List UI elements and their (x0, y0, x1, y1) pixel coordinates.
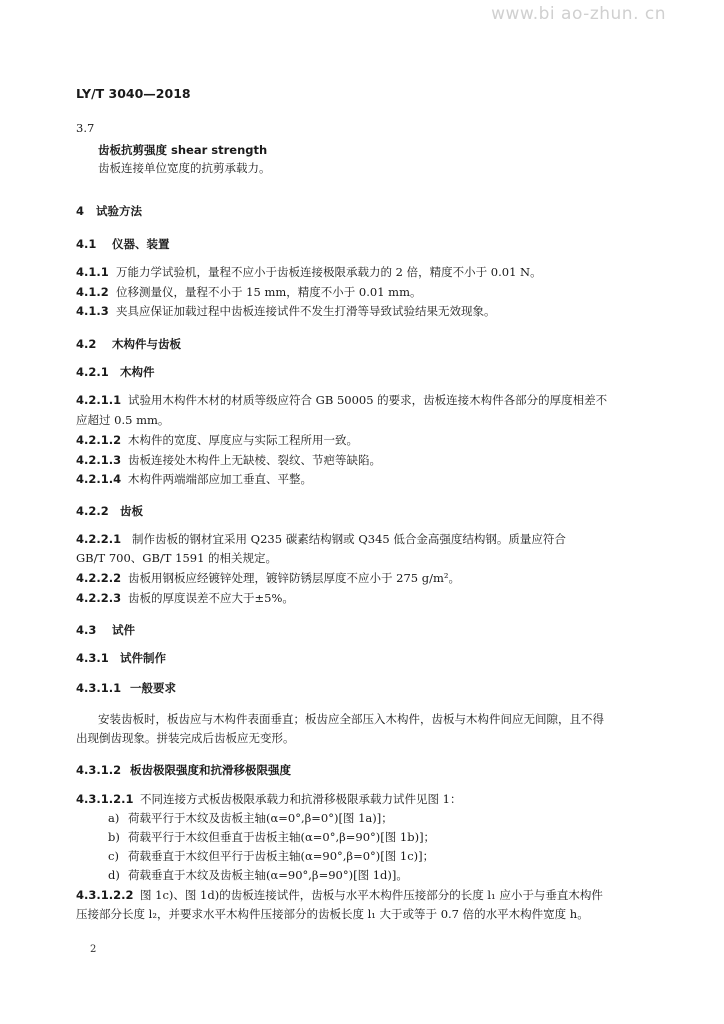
list-item (108, 848, 434, 864)
clause-number: 4.2.1.2 (76, 433, 122, 447)
clause-4-2-1-3 (76, 452, 381, 468)
section-number: 4.3 (76, 623, 97, 637)
term-title: 齿板抗剪强度 shear strength (98, 143, 268, 157)
clause-4-3-1-2-1 (76, 791, 461, 807)
section-4-2-2-heading (76, 503, 143, 519)
clause-4-2-1-4 (76, 471, 312, 487)
list-item-label: b) (108, 830, 120, 844)
section-title: 木构件 (120, 365, 155, 379)
section-number: 4.2.1 (76, 365, 109, 379)
clause-text: 位移测量仪，量程不小于 15 mm，精度不小于 0.01 mm。 (116, 285, 422, 299)
clause-text: 夹具应保证加载过程中齿板连接试件不发生打滑等导致试验结果无效现象。 (116, 304, 496, 318)
section-title: 试件 (112, 623, 135, 637)
clause-4-2-2-2 (76, 570, 460, 586)
section-number: 4.3.1.1 (76, 681, 122, 695)
section-4-3-1-2-heading (76, 762, 291, 778)
clause-text: 万能力学试验机，量程不应小于齿板连接极限承载力的 2 倍，精度不小于 0.01 N。 (116, 265, 542, 279)
section-4-3-1-1-heading (76, 680, 176, 696)
clause-number: 4.2.1.4 (76, 472, 122, 486)
list-item (108, 829, 435, 845)
section-4-2-1-heading (76, 364, 155, 380)
section-title: 试验方法 (96, 204, 142, 218)
list-item-label: a) (108, 811, 120, 825)
clause-number: 4.2.2.2 (76, 571, 122, 585)
clause-text: 齿板用钢板应经镀锌处理，镀锌防锈层厚度不应小于 275 g/m²。 (128, 571, 461, 585)
clause-4-2-2-1-continuation: GB/T 700、GB/T 1591 的相关规定。 (76, 551, 278, 565)
clause-text: 木构件两端端部应加工垂直、平整。 (128, 472, 312, 486)
clause-4-3-1-2-2-continuation: 压接部分长度 l₂，并要求水平木构件压接部分的齿板长度 l₁ 大于或等于 0.7 倍的水平木构件宽度 h。 (76, 907, 589, 921)
clause-text: 齿板的厚度误差不应大于±5%。 (128, 591, 294, 605)
clause-text: 齿板连接处木构件上无缺棱、裂纹、节疤等缺陷。 (128, 453, 381, 467)
section-title: 试件制作 (120, 651, 166, 665)
standard-number: LY/T 3040—2018 (76, 86, 191, 101)
clause-text: 木构件的宽度、厚度应与实际工程所用一致。 (128, 433, 358, 447)
watermark: www.bi ao-zhun. cn (491, 4, 666, 24)
clause-number: 4.2.2.1 (76, 532, 122, 546)
section-title: 木构件与齿板 (112, 337, 181, 351)
clause-4-2-1-1 (76, 392, 607, 408)
clause-number: 4.2.2.3 (76, 591, 122, 605)
section-4-2-heading (76, 336, 181, 352)
page-number: 2 (90, 944, 97, 955)
list-item-text: 荷载垂直于木纹但平行于齿板主轴(α=90°,β=0°)[图 1c)]； (128, 849, 435, 863)
section-3-7-number: 3.7 (76, 121, 95, 135)
section-title: 一般要求 (130, 681, 176, 695)
clause-text: 图 1c)、图 1d)的齿板连接试件，齿板与水平木构件压接部分的长度 l₁ 应小于与垂直木构件 (140, 888, 603, 902)
clause-4-3-1-2-2 (76, 887, 603, 903)
clause-4-1-3 (76, 303, 496, 319)
clause-text: 试验用木构件木材的材质等级应符合 GB 50005 的要求，齿板连接木构件各部分的厚度相差不 (128, 393, 608, 407)
section-4-3-1-heading (76, 650, 166, 666)
list-item-label: c) (108, 849, 119, 863)
section-4-heading (76, 203, 142, 219)
section-number: 4 (76, 204, 85, 218)
clause-number: 4.3.1.2.1 (76, 792, 134, 806)
section-title: 齿板 (120, 504, 143, 518)
clause-number: 4.2.1.1 (76, 393, 122, 407)
list-item-text: 荷载垂直于木纹及齿板主轴(α=90°,β=90°)[图 1d)]。 (128, 868, 408, 882)
clause-number: 4.3.1.2.2 (76, 888, 134, 902)
clause-number: 4.1.1 (76, 265, 109, 279)
section-title: 仪器、装置 (112, 237, 170, 251)
clause-4-1-1 (76, 264, 542, 280)
paragraph-line-1: 安装齿板时，板齿应与木构件表面垂直；板齿应全部压入木构件，齿板与木构件间应无间隙，且不得 (98, 712, 604, 726)
clause-4-2-2-1 (76, 531, 566, 547)
clause-text: 制作齿板的钢材宜采用 Q235 碳素结构钢或 Q345 低合金高强度结构钢。质量应符合 (132, 532, 566, 546)
paragraph-line-2: 出现倒齿现象。拼装完成后齿板应无变形。 (76, 731, 295, 745)
list-item-text: 荷载平行于木纹但垂直于齿板主轴(α=0°,β=90°)[图 1b)]； (128, 830, 436, 844)
clause-4-2-1-2 (76, 432, 358, 448)
list-item-text: 荷载平行于木纹及齿板主轴(α=0°,β=0°)[图 1a)]； (128, 811, 393, 825)
section-number: 4.3.1 (76, 651, 109, 665)
section-title: 板齿极限强度和抗滑移极限强度 (130, 763, 291, 777)
section-number: 4.2.2 (76, 504, 109, 518)
section-number: 4.1 (76, 237, 97, 251)
list-item (108, 867, 408, 883)
section-number: 4.3.1.2 (76, 763, 122, 777)
clause-text: 不同连接方式板齿极限承载力和抗滑移极限承载力试件见图 1： (140, 792, 462, 806)
section-number: 4.2 (76, 337, 97, 351)
list-item-label: d) (108, 868, 120, 882)
clause-4-2-2-3 (76, 590, 294, 606)
section-4-3-heading (76, 622, 135, 638)
clause-number: 4.1.3 (76, 304, 109, 318)
clause-number: 4.2.1.3 (76, 453, 122, 467)
clause-4-1-2 (76, 284, 421, 300)
term-definition: 齿板连接单位宽度的抗剪承载力。 (98, 161, 271, 175)
clause-number: 4.1.2 (76, 285, 109, 299)
clause-4-2-1-1-continuation: 应超过 0.5 mm。 (76, 413, 170, 427)
list-item (108, 810, 393, 826)
section-4-1-heading (76, 236, 170, 252)
